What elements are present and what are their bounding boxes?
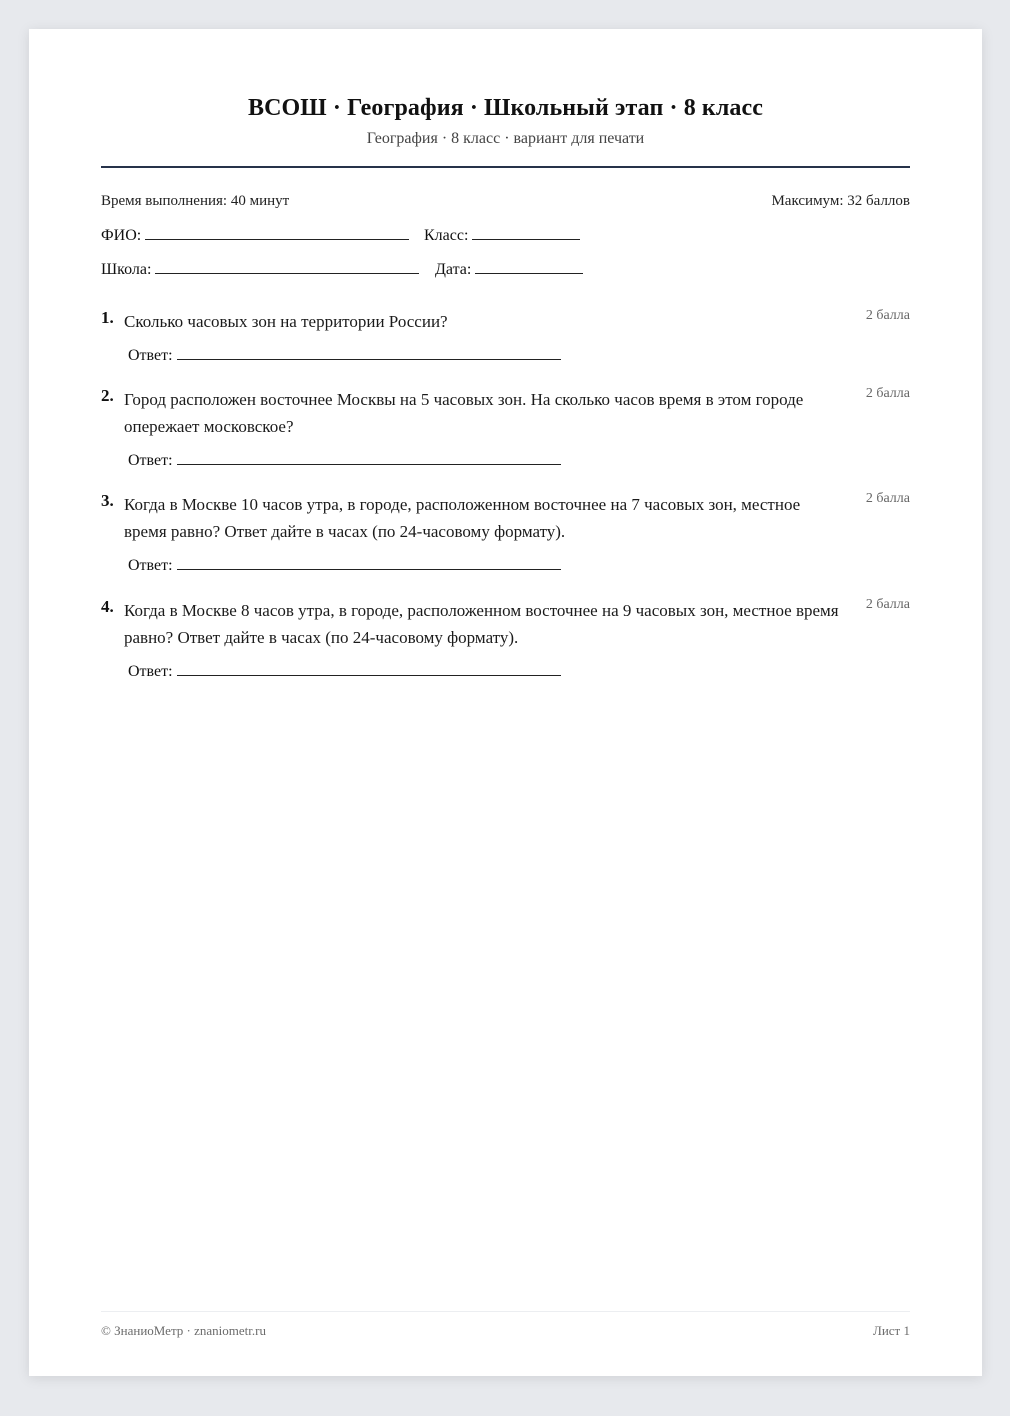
answer-input-line[interactable] (177, 345, 561, 360)
date-label: Дата: (435, 261, 472, 278)
answer-2 (128, 450, 561, 470)
exam-sheet (29, 29, 982, 1376)
page-subtitle: География · 8 класс · вариант для печати (366, 130, 645, 147)
answer-input-line[interactable] (177, 555, 561, 570)
time-limit: Время выполнения: 40 минут (101, 193, 290, 209)
header-divider (101, 166, 910, 168)
page-title: ВСОШ · География · Школьный этап · 8 класс (248, 95, 763, 121)
sheet-content (101, 29, 910, 1376)
class-field (424, 225, 580, 245)
question-points: 2 балла (865, 308, 910, 323)
question-points: 2 балла (865, 386, 910, 401)
footer-divider (101, 1311, 910, 1312)
question-number: 2. (101, 386, 114, 405)
question-text: Когда в Москве 10 часов утра, в городе, расположенном восточнее на 7 часовых зон, местное время равно? Ответ дайте в часах (по 24-часовому формату). (124, 495, 801, 541)
answer-label: Ответ: (128, 347, 173, 364)
date-field (435, 259, 583, 279)
question-number: 4. (101, 597, 114, 616)
question-text: Город расположен восточнее Москвы на 5 часовых зон. На сколько часов время в этом городе опережает московское? (124, 390, 804, 436)
school-label: Школа: (101, 261, 152, 278)
answer-input-line[interactable] (177, 661, 561, 676)
question-number: 1. (101, 308, 114, 327)
question-points: 2 балла (865, 491, 910, 506)
date-input-line[interactable] (475, 259, 583, 274)
fio-label: ФИО: (101, 227, 142, 244)
footer-copyright: © ЗнаниоМетр · znaniometr.ru (101, 1323, 266, 1338)
question-points: 2 балла (865, 597, 910, 612)
question-number: 3. (101, 491, 114, 510)
class-label: Класс: (424, 227, 469, 244)
max-score: Максимум: 32 баллов (771, 193, 910, 209)
answer-input-line[interactable] (177, 450, 561, 465)
answer-4 (128, 661, 561, 681)
footer-page-number: Лист 1 (873, 1323, 910, 1338)
question-text: Когда в Москве 8 часов утра, в городе, расположенном восточнее на 9 часовых зон, местное время равно? Ответ дайте в часах (по 24-часовому формату). (124, 601, 839, 647)
class-input-line[interactable] (472, 225, 580, 240)
answer-1 (128, 345, 561, 365)
question-text: Сколько часовых зон на территории России? (124, 312, 448, 331)
answer-label: Ответ: (128, 663, 173, 680)
fio-field (101, 225, 409, 245)
fio-input-line[interactable] (145, 225, 409, 240)
school-input-line[interactable] (155, 259, 419, 274)
answer-3 (128, 555, 561, 575)
answer-label: Ответ: (128, 557, 173, 574)
school-field (101, 259, 419, 279)
answer-label: Ответ: (128, 452, 173, 469)
